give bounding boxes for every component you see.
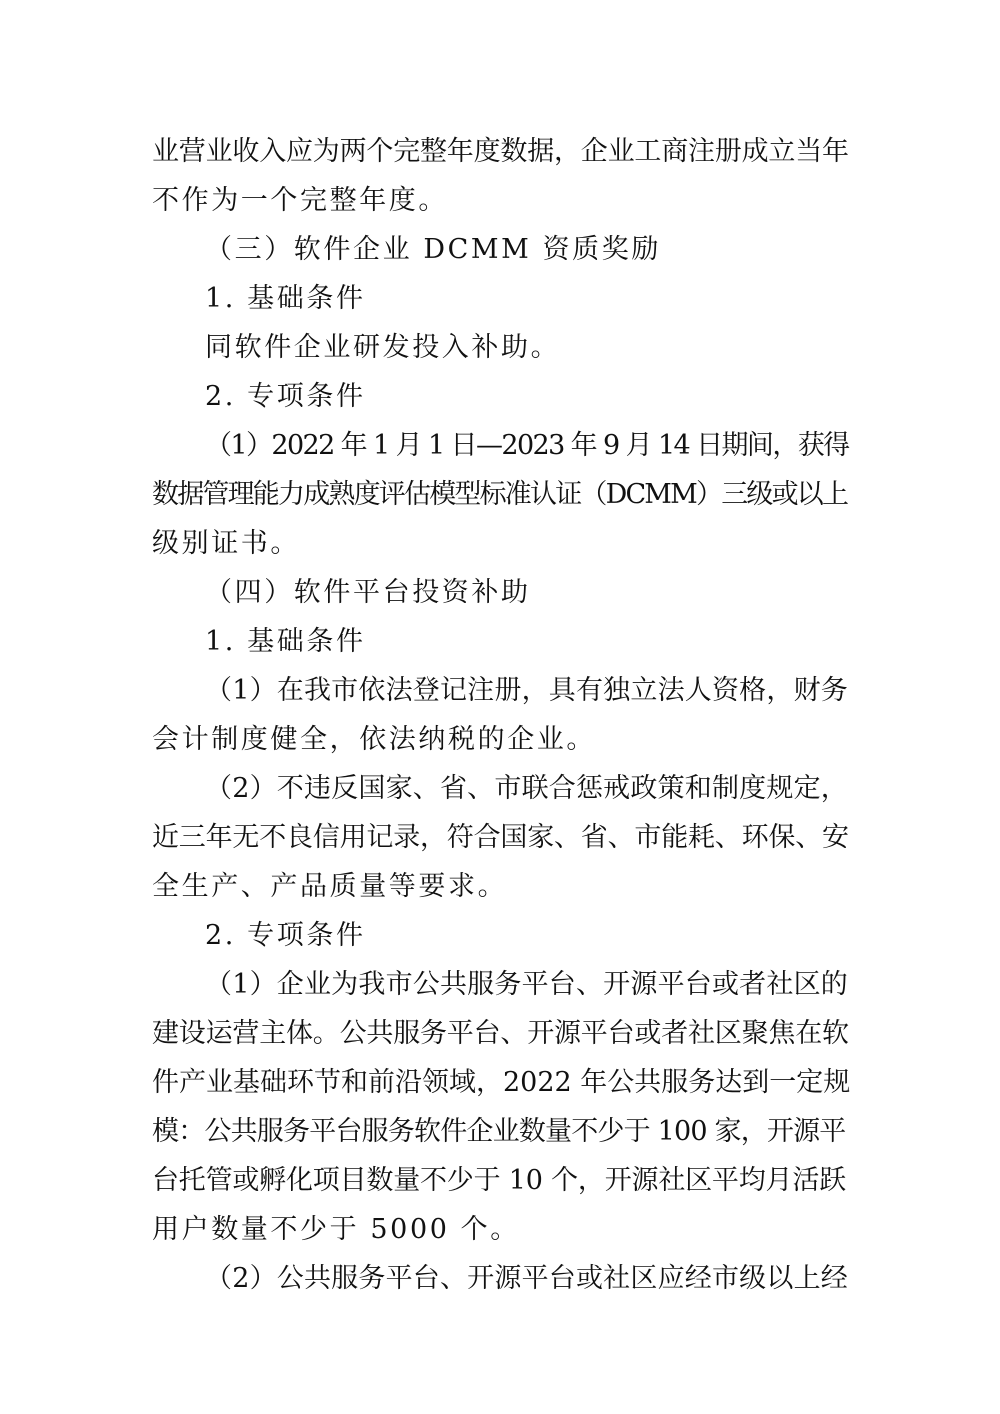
subsection-heading: 1. 基础条件 (205, 283, 366, 314)
paragraph-line: （1）在我市依法登记注册，具有独立法人资格，财务 (205, 675, 848, 706)
paragraph-line: 级别证书。 (152, 528, 300, 559)
paragraph-line: （2）不违反国家、省、市联合惩戒政策和制度规定， (205, 773, 848, 804)
paragraph-line: （2）公共服务平台、开源平台或社区应经市级以上经 (205, 1263, 848, 1294)
paragraph-line: 数据管理能力成熟度评估模型标准认证（DCMM）三级或以上 (152, 479, 848, 510)
paragraph-line: 近三年无不良信用记录，符合国家、省、市能耗、环保、安 (152, 822, 849, 853)
paragraph-line: 会计制度健全，依法纳税的企业。 (152, 724, 596, 755)
paragraph-line: （1）2022 年 1 月 1 日—2023 年 9 月 14 日期间，获得 (205, 430, 849, 461)
paragraph-line: 台托管或孵化项目数量不少于 10 个，开源社区平均月活跃 (152, 1165, 846, 1196)
paragraph-line: 模：公共服务平台服务软件企业数量不少于 100 家，开源平 (152, 1116, 846, 1147)
subsection-heading: 1. 基础条件 (205, 626, 366, 657)
paragraph-line: 建设运营主体。公共服务平台、开源平台或者社区聚焦在软 (152, 1018, 849, 1049)
paragraph-line: 全生产、产品质量等要求。 (152, 871, 508, 902)
paragraph-line: 用户数量不少于 5000 个。 (152, 1214, 520, 1245)
subsection-heading: 2. 专项条件 (205, 920, 366, 951)
paragraph-line: 件产业基础环节和前沿领域，2022 年公共服务达到一定规 (152, 1067, 851, 1098)
subsection-heading: 2. 专项条件 (205, 381, 366, 412)
section-heading: （三）软件企业 DCMM 资质奖励 (205, 234, 661, 265)
paragraph-line: 业营业收入应为两个完整年度数据，企业工商注册成立当年 (152, 136, 849, 167)
section-heading: （四）软件平台投资补助 (205, 577, 531, 608)
paragraph-line: 不作为一个完整年度。 (152, 185, 448, 216)
paragraph-line: （1）企业为我市公共服务平台、开源平台或者社区的 (205, 969, 848, 1000)
paragraph-line: 同软件企业研发投入补助。 (205, 332, 561, 363)
